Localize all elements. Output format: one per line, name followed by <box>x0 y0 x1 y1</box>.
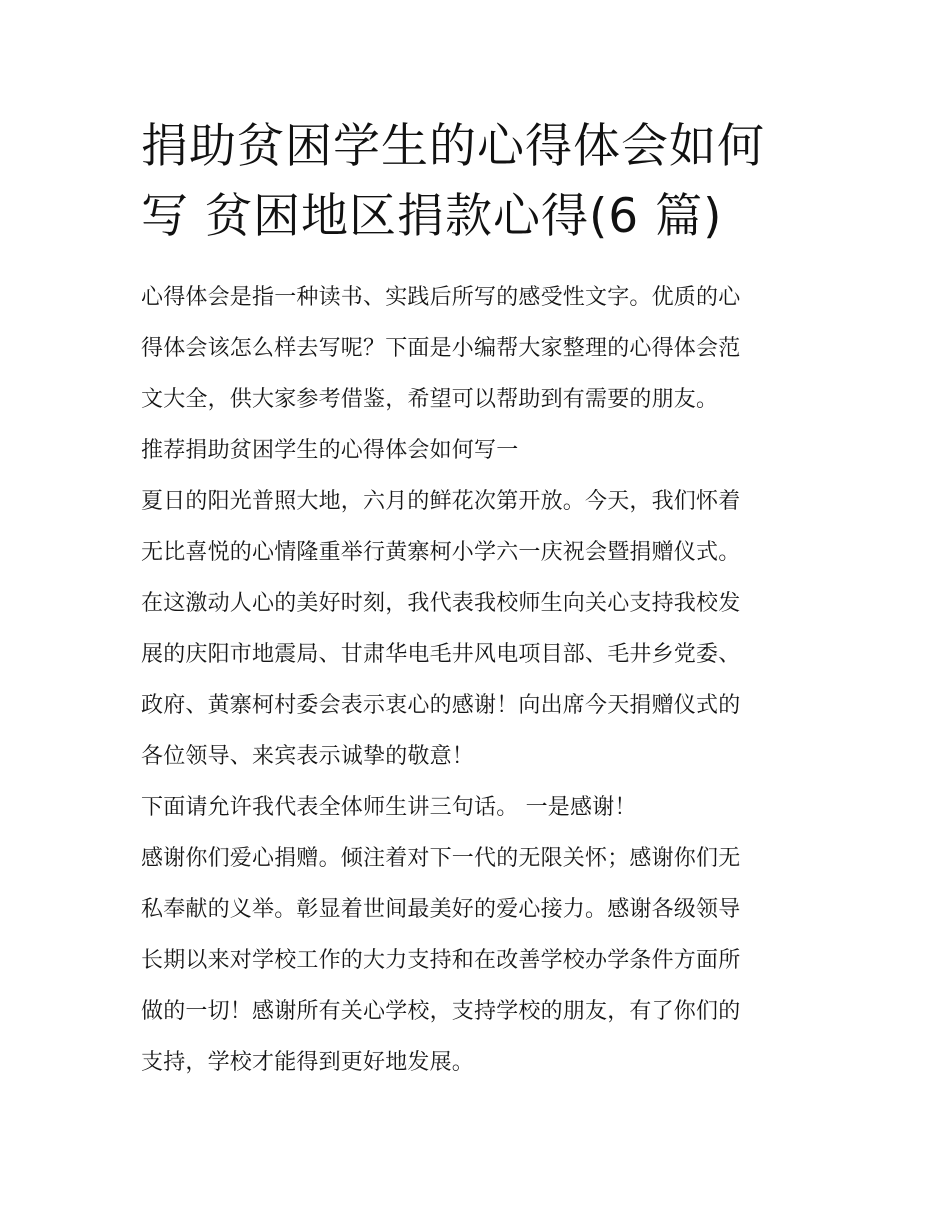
body-line: 得体会该怎么样去写呢？下面是小编帮大家整理的心得体会范 <box>141 336 741 361</box>
section-heading: 推荐捐助贫困学生的心得体会如何写一 <box>141 438 519 463</box>
body-line: 展的庆阳市地震局、甘肃华电毛井风电项目部、毛井乡党委、 <box>141 642 741 667</box>
body-line: 在这激动人心的美好时刻，我代表我校师生向关心支持我校发 <box>141 591 741 616</box>
body-line: 做的一切！感谢所有关心学校，支持学校的朋友，有了你们的 <box>141 999 741 1024</box>
body-line: 政府、黄寨柯村委会表示衷心的感谢！向出席今天捐赠仪式的 <box>141 693 741 718</box>
body-line: 私奉献的义举。彰显着世间最美好的爱心接力。感谢各级领导 <box>141 897 741 922</box>
title-line-1: 捐助贫困学生的心得体会如何 <box>141 119 765 174</box>
body-line: 长期以来对学校工作的大力支持和在改善学校办学条件方面所 <box>141 948 741 973</box>
document-body <box>141 272 813 1088</box>
body-line: 支持，学校才能得到更好地发展。 <box>141 1050 475 1075</box>
body-line: 无比喜悦的心情隆重举行黄寨柯小学六一庆祝会暨捐赠仪式。 <box>141 540 741 565</box>
title-line-2: 写 贫困地区捐款心得(6 篇) <box>141 189 723 244</box>
body-line: 各位领导、来宾表示诚挚的敬意！ <box>141 744 475 769</box>
body-line: 感谢你们爱心捐赠。倾注着对下一代的无限关怀；感谢你们无 <box>141 846 741 871</box>
document-content <box>141 112 813 1088</box>
document-title <box>141 112 813 252</box>
body-line: 下面请允许我代表全体师生讲三句话。 一是感谢！ <box>141 795 637 820</box>
body-line: 夏日的阳光普照大地，六月的鲜花次第开放。今天，我们怀着 <box>141 489 741 514</box>
body-line: 心得体会是指一种读书、实践后所写的感受性文字。优质的心 <box>141 285 741 310</box>
body-line: 文大全，供大家参考借鉴，希望可以帮助到有需要的朋友。 <box>141 387 719 412</box>
